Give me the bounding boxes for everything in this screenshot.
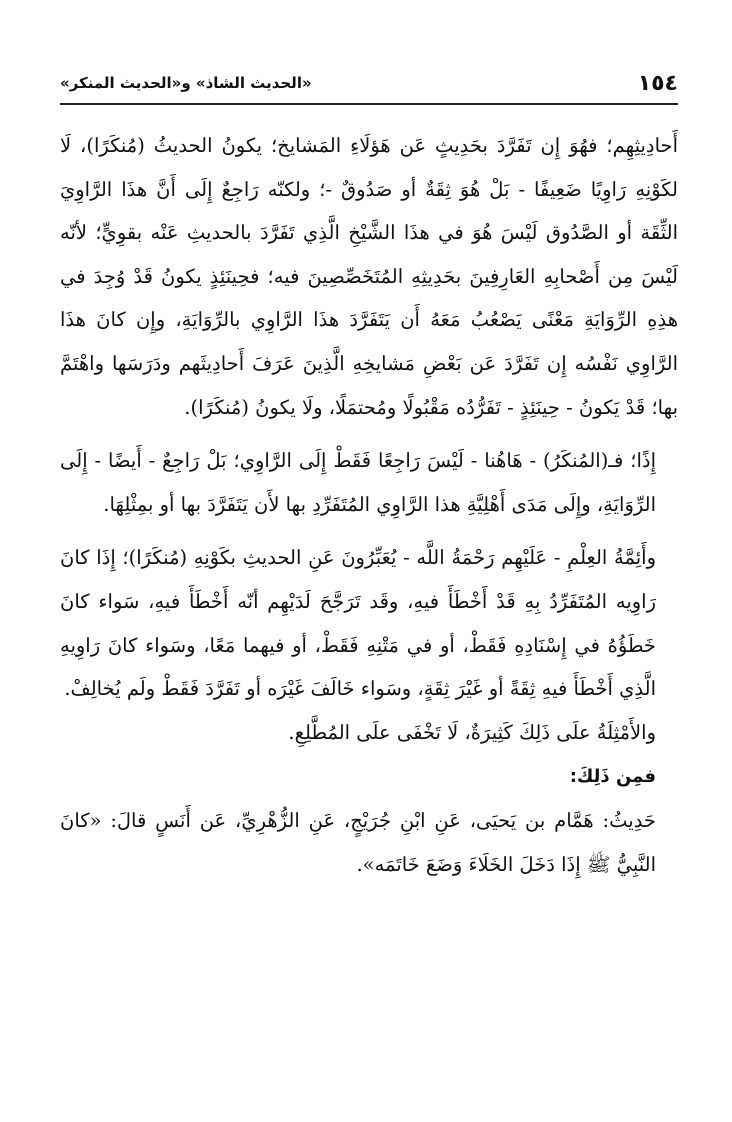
page-header bbox=[60, 68, 678, 98]
body-text bbox=[60, 124, 678, 886]
paragraph-2: إِذًا؛ فـ(المُنكَرُ) - هَاهُنا - لَيْسَ رَاجِعًا فَقَطْ إِلَى الرَّاوِي؛ بَلْ رَاجِعٌ - أَيضًا - إِلَى الرِّوَايَةِ، وإِلَى مَدَى أَهْلِيَّةِ هذا الرَّاوِي المُتَفَرِّدِ بها لأَن يَتَفَرَّدَ بها أو بمِثْلِهَا. bbox=[60, 449, 656, 516]
section-heading-text: فمِن ذَلِكَ: bbox=[569, 766, 656, 788]
paragraph-3: وأَئِمَّةُ العِلْمِ - عَلَيْهِم رَحْمَةُ اللَّه - يُعَبِّرُونَ عَنِ الحديثِ بكَوْنِهِ (مُنكَرًا)؛ إِذَا كانَ رَاوِيه المُتَفَرِّدُ بِهِ قَدْ أَخْطَأَ فيهِ، وقَد تَرَجَّحَ لَدَيْهِم أنّه أَخْطَأَ فيهِ، سَواء كانَ خَطَؤُهُ في إِسْنَادِهِ فَقَطْ، أو في مَتْنِهِ فَقَطْ، أو فيهما مَعًا، وسَواء كانَ رَاوِيهِ الَّذِي أَخْطَأَ فيهِ ثِقَةً أو غَيْرَ ثِقَةٍ، وسَواء خَالَفَ غَيْرَه أو تَفَرَّدَ فَقَطْ ولَم يُخالِفْ. bbox=[60, 546, 656, 701]
page-number: ١٥٤ bbox=[637, 70, 678, 96]
paragraph-4: والأَمْثِلَةُ علَى ذَلِكَ كَثِيرَةٌ، لَا تَخْفَى علَى المُطَّلِعِ. bbox=[288, 720, 656, 744]
header-rule bbox=[60, 103, 678, 105]
section-heading bbox=[60, 754, 678, 799]
running-title: «الحديث الشاذ» و«الحديث المنكر» bbox=[60, 74, 312, 92]
paragraph-1: أَحادِيثِهِم؛ فهُوَ إِن تَفَرَّدَ بحَدِيثٍ عَن هَؤلَاءِ المَشايخ؛ يكونُ الحديثُ (مُنكَرًا)، لَا لكَوْنِهِ رَاوِيًا ضَعِيفًا - بَلْ هُوَ ثِقَةٌ أو صَدُوقٌ -؛ ولكنّه رَاجِعٌ إِلَى أَنَّ هذَا الرَّاوِيَ الثِّقَة أو الصَّدُوق لَيْسَ هُوَ في هذَا الشَّيْخِ الَّذِي تَفَرَّدَ بالحديثِ عَنْه بقوِيٍّ؛ لأنّه لَيْسَ مِن أَصْحابِهِ العَارِفِينَ بحَدِيثِهِ المُتَخَصِّصِينَ فيه؛ فحِينَئِذٍ يكونُ قَدْ وُجِدَ في هذِهِ الرِّوَايَةِ مَعْنًى يَصْعُبُ مَعَهُ أَن يَتَفَرَّدَ هذَا الرَّاوِي بالرِّوَايَةِ، وإِن كانَ هذَا الرَّاوِي نَفْسُه إِن تَفَرَّدَ عَن بَعْضِ مَشايخِهِ الَّذِينَ عَرَفَ أَحادِيثَهم ودَرَسَها واهْتَمَّ بها؛ قَدْ يَكونُ - حِينَئِذٍ - تَفَرُّدُه مَقْبُولًا ومُحتمَلًا، ولَا يكونُ (مُنكَرًا). bbox=[60, 134, 678, 419]
example-text: حَدِيثُ: هَمَّام بن يَحيَى، عَنِ ابْنِ جُرَيْجٍ، عَنِ الزُّهْرِيِّ، عَن أَنَسٍ قالَ: «كانَ النَّبِيُّ ﷺ إِذَا دَخَلَ الخَلَاءَ وَضَعَ خَاتَمَه». bbox=[60, 808, 656, 876]
